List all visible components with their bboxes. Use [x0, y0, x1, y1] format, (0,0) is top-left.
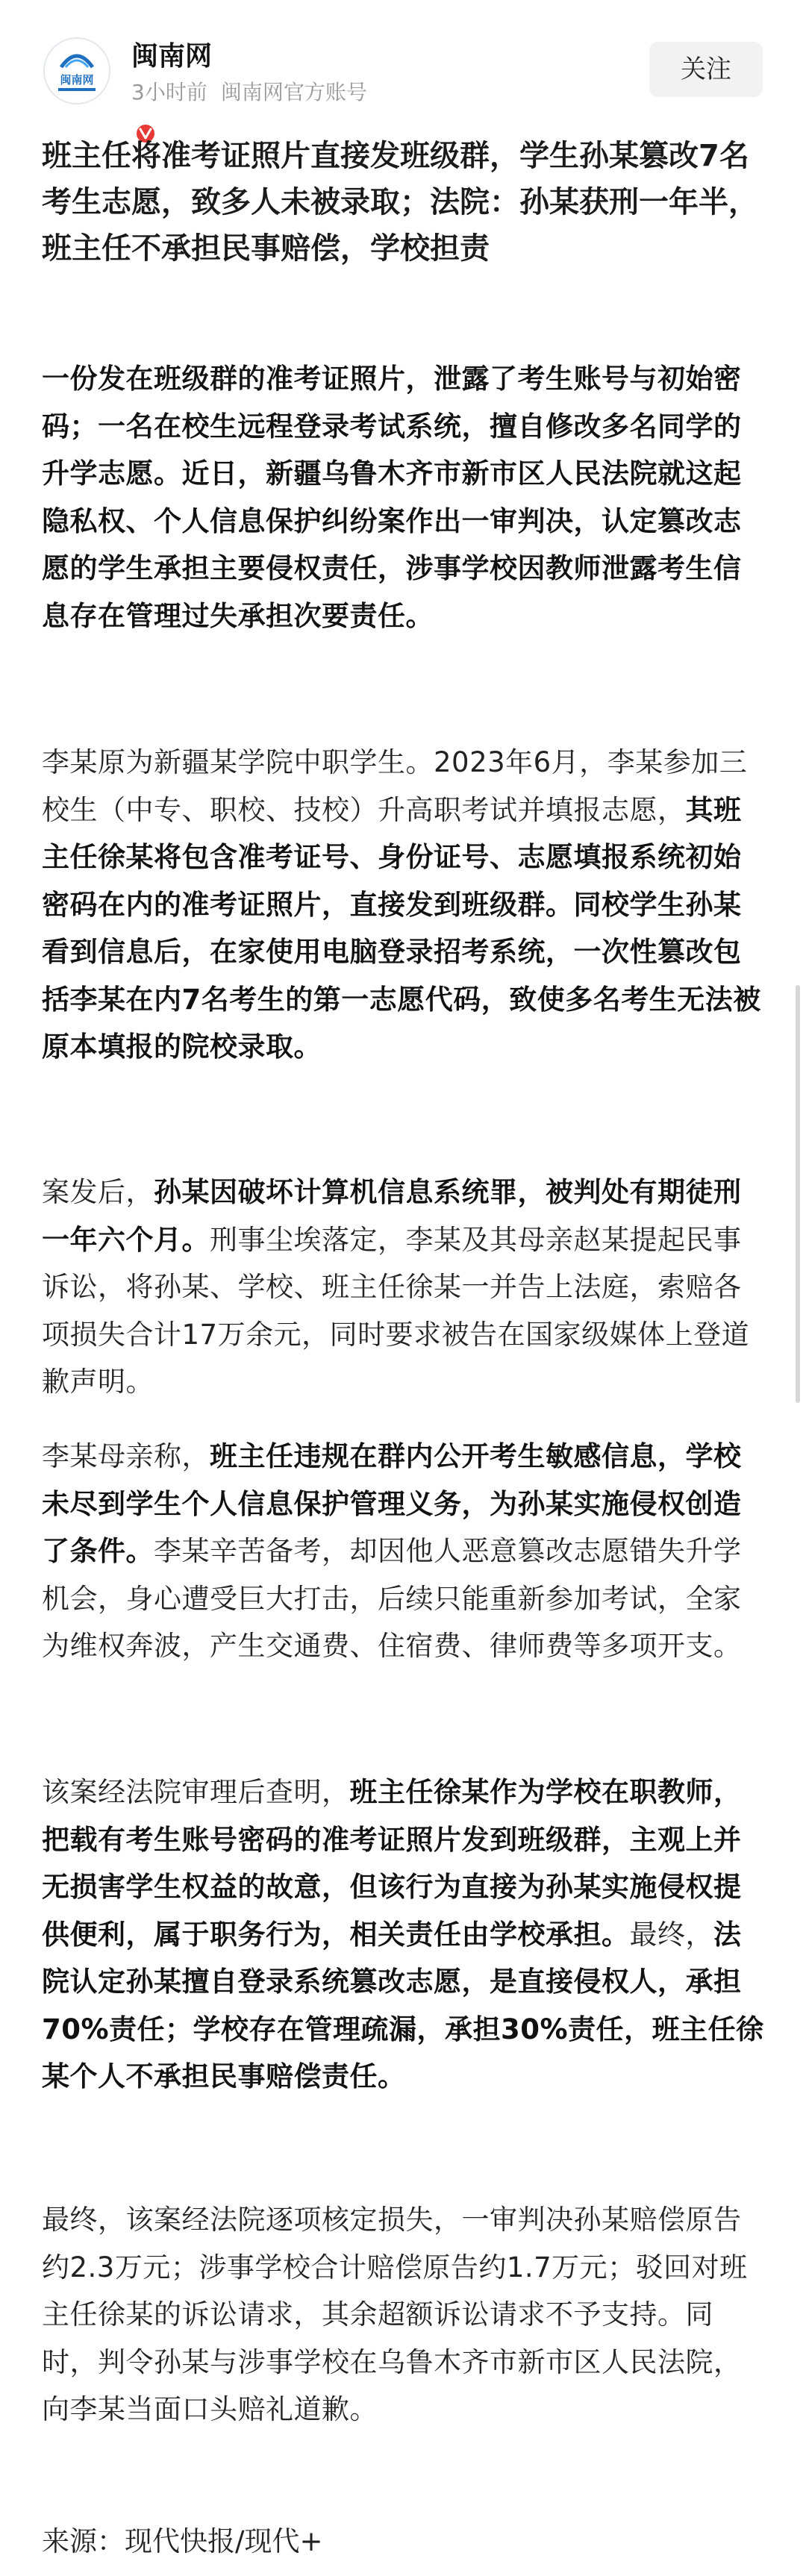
logo-text: 闽南网	[60, 73, 94, 87]
article-paragraph-2	[42, 739, 766, 1071]
paragraph-5-text-a: 该案经法院审理后查明，	[42, 1776, 350, 1808]
minnan-logo-icon	[45, 39, 109, 103]
paragraph-3-text-a: 案发后，	[42, 1176, 154, 1208]
article-paragraph-3	[42, 1169, 766, 1406]
paragraph-2-text: 李某原为新疆某学院中职学生。2023年6月，李某参加三校生（中专、职校、技校）升高职考试并填报志愿，	[42, 746, 748, 826]
author-header	[0, 0, 806, 125]
paragraph-5-bold-a: 班主任徐某作为学校在职教师，把载有考生账号密码的准考证照片发到班级群，主观上并无损害学生权益的故意，但该行为直接为孙某实施侵权提供便利，属于职务行为，相关责任由学校承担。	[42, 1776, 742, 1951]
paragraph-4-text-b: 李某辛苦备考，却因他人恶意篡改志愿错失升学机会，身心遭受巨大打击，后续只能重新参加考试，全家为维权奔波，产生交通费、住宿费、律师费等多项开支。	[42, 1535, 742, 1662]
article-paragraph-6	[42, 2196, 766, 2433]
paragraph-2-bold: 其班主任徐某将包含准考证号、身份证号、志愿填报系统初始密码在内的准考证照片，直接发到班级群。同校学生孙某看到信息后，在家使用电脑登录招考系统，一次性篡改包括李某在内7名考生的第一志愿代码，致使多名考生无法被原本填报的院校录取。	[42, 793, 761, 1063]
author-name[interactable]: 闽南网	[131, 41, 213, 72]
article-title: 班主任将准考证照片直接发班级群，学生孙某篡改7名考生志愿，致多人未被录取；法院：孙某获刑一年半，班主任不承担民事赔偿，学校担责	[42, 139, 758, 266]
article-source: 来源：现代快报/现代+	[42, 2525, 323, 2557]
author-avatar[interactable]	[43, 37, 110, 104]
paragraph-4-bold: 班主任违规在群内公开考生敏感信息，学校未尽到学生个人信息保护管理义务，为孙某实施侵权创造了条件。	[42, 1440, 742, 1567]
paragraph-5-bold-b: 法院认定孙某擅自登录系统篡改志愿，是直接侵权人，承担70%责任；学校存在管理疏漏，承担30%责任，班主任徐某个人不承担民事赔偿责任。	[42, 1918, 764, 2092]
account-description: 闽南网官方账号	[220, 80, 367, 104]
scrollbar[interactable]	[796, 985, 800, 1403]
paragraph-4-text-a: 李某母亲称，	[42, 1440, 210, 1472]
article-paragraph-5	[42, 1769, 766, 2101]
post-time: 3小时前	[131, 80, 207, 104]
paragraph-3-text-b: 刑事尘埃落定，李某及其母亲赵某提起民事诉讼，将孙某、学校、班主任徐某一并告上法庭，索赔各项损失合计17万余元，同时要求被告在国家级媒体上登道歉声明。	[42, 1223, 750, 1398]
lead-text: 一份发在班级群的准考证照片，泄露了考生账号与初始密码；一名在校生远程登录考试系统，擅自修改多名同学的升学志愿。近日，新疆乌鲁木齐市新市区人民法院就这起隐私权、个人信息保护纠纷案作出一审判决，认定篡改志愿的学生承担主要侵权责任，涉事学校因教师泄露考生信息存在管理过失承担次要责任。	[42, 363, 742, 632]
follow-button[interactable]: 关注	[649, 42, 763, 97]
paragraph-5-text-b: 最终，	[629, 1918, 713, 1951]
post-meta	[131, 79, 367, 106]
article-paragraph-4	[42, 1433, 766, 1670]
paragraph-6-text: 最终，该案经法院逐项核定损失，一审判决孙某赔偿原告约2.3万元；涉事学校合计赔偿原告约1.7万元；驳回对班主任徐某的诉讼请求，其余超额诉讼请求不予支持。同时，判令孙某与涉事学校在乌鲁木齐市新市区人民法院，向李某当面口头赔礼道歉。	[42, 2204, 748, 2425]
article-lead-paragraph	[42, 355, 766, 640]
paragraph-3-bold: 孙某因破坏计算机信息系统罪，被判处有期徒刑一年六个月。	[42, 1176, 742, 1256]
